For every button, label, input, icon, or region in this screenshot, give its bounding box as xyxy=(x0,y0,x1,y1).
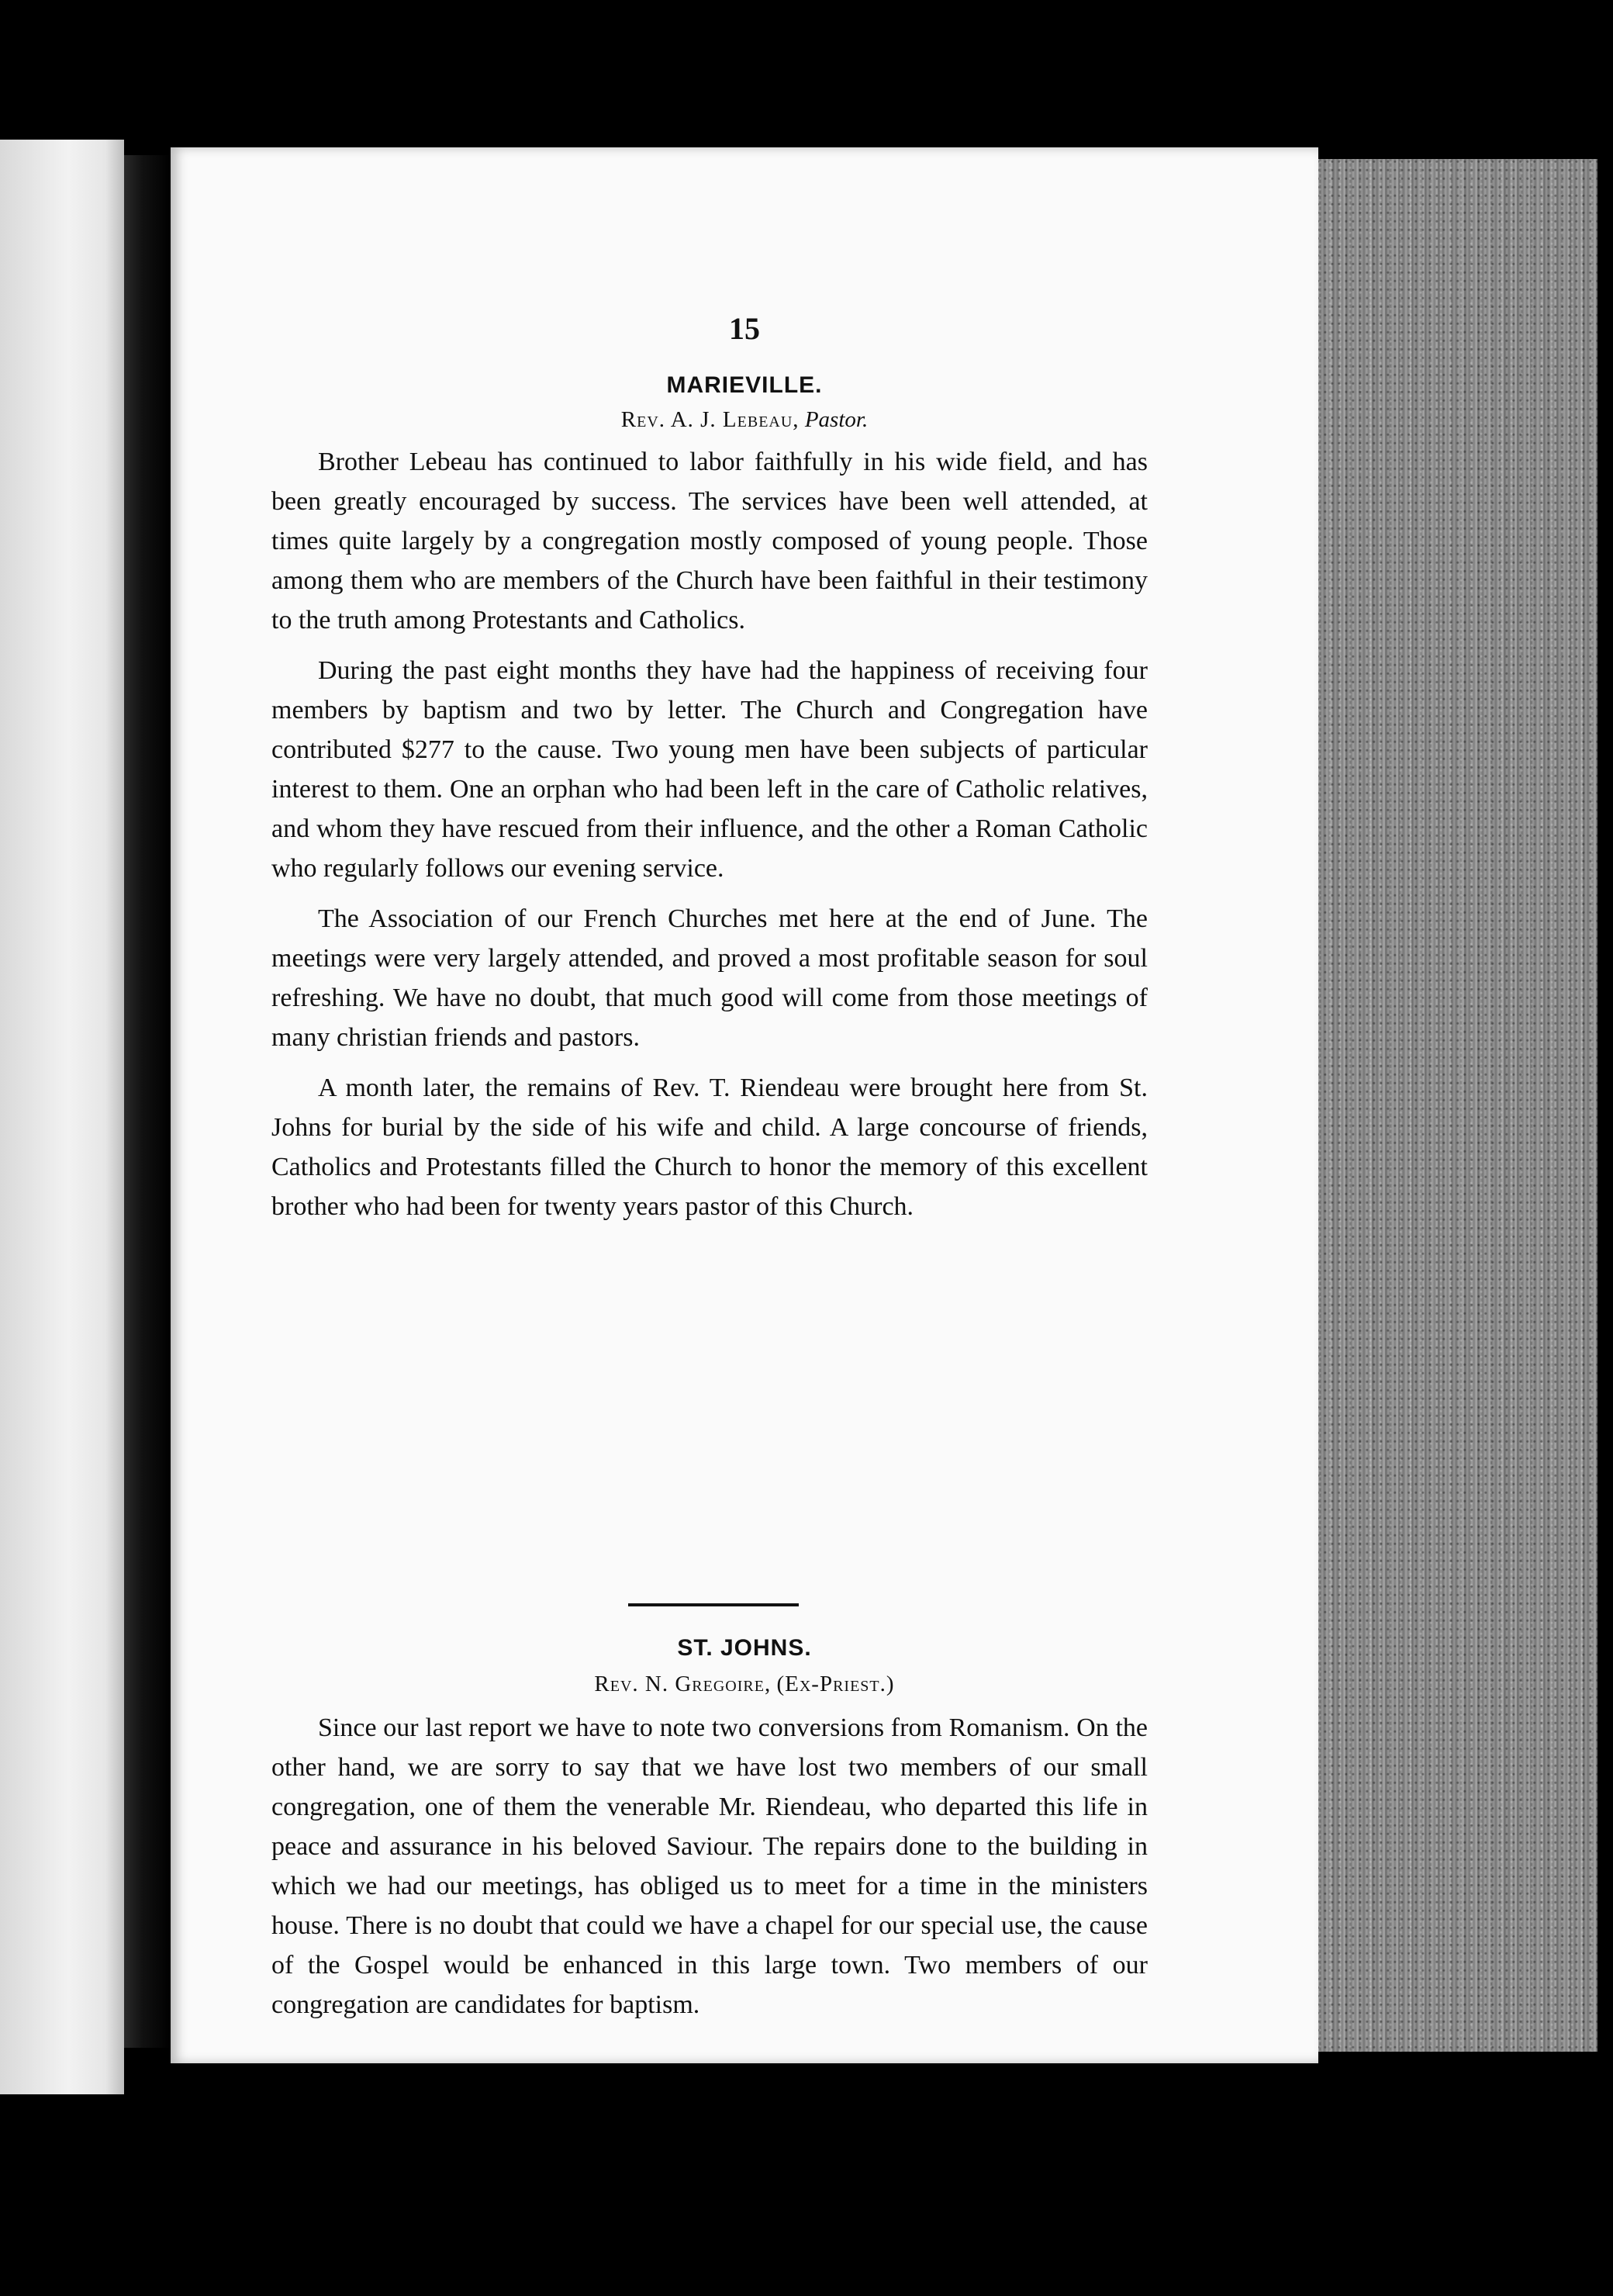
section-divider xyxy=(628,1603,799,1606)
pastor-role: Pastor. xyxy=(804,407,869,432)
pastor-line-st-johns xyxy=(171,1672,1318,1697)
page-number: 15 xyxy=(729,311,760,346)
page-stack-edges xyxy=(1303,159,1597,2052)
section-body-st-johns xyxy=(271,1708,1148,2035)
paragraph: Since our last report we have to note two conversions from Romanism. On the other hand, we are sorry to say that we have lost two members of our small congregation, one of them the venerable Mr. Riendeau, who departed this life in peace and assurance in his beloved Saviour. The repairs done to the building in which we had our meetings, has obliged us to meet for a time in the ministers house. There is no doubt that could we have a chapel for our special use, the cause of the Gospel would be enhanced in this large town. Two members of our congregation are candidates for baptism. xyxy=(271,1713,1148,2019)
paragraph: The Association of our French Churches met here at the end of June. The meetings were very largely attended, and proved a most profitable season for soul refreshing. We have no doubt, that much good will come from those meetings of many christian friends and pastors. xyxy=(271,904,1148,1052)
facing-page-edge xyxy=(0,140,124,2094)
pastor-line-marieville xyxy=(171,407,1318,433)
section-title-marieville: MARIEVILLE. xyxy=(666,372,823,398)
paragraph: During the past eight months they have had the happiness of receiving four members by baptism and two by letter. The Church and Congregation have contributed $277 to the cause. Two young men have been subjects of particular interest to them. One an orphan who had been left in the care of Catholic relatives, and whom they have rescued from their influence, and the other a Roman Catholic who regularly follows our evening service. xyxy=(271,656,1148,883)
pastor-name: Rev. N. Gregoire, xyxy=(594,1672,772,1696)
paragraph: A month later, the remains of Rev. T. Riendeau were brought here from St. Johns for burial by the side of his wife and child. A large concourse of friends, Catholics and Protestants filled the Church to honor the memory of this excellent brother who had been for twenty years pastor of this Church. xyxy=(271,1074,1148,1221)
book-gutter xyxy=(124,155,171,2048)
section-title-st-johns: ST. JOHNS. xyxy=(677,1635,812,1661)
paragraph: Brother Lebeau has continued to labor faithfully in his wide field, and has been greatly encouraged by success. The services have been well attended, at times quite largely by a congregation mostly composed of young people. Those among them who are members of the Church have been faithful in their testimony to the truth among Protestants and Catholics. xyxy=(271,448,1148,635)
section-body-marieville xyxy=(271,442,1148,1237)
pastor-role: (Ex-Priest.) xyxy=(776,1672,895,1696)
printed-page xyxy=(171,147,1318,2063)
pastor-name: Rev. A. J. Lebeau, xyxy=(620,407,800,432)
